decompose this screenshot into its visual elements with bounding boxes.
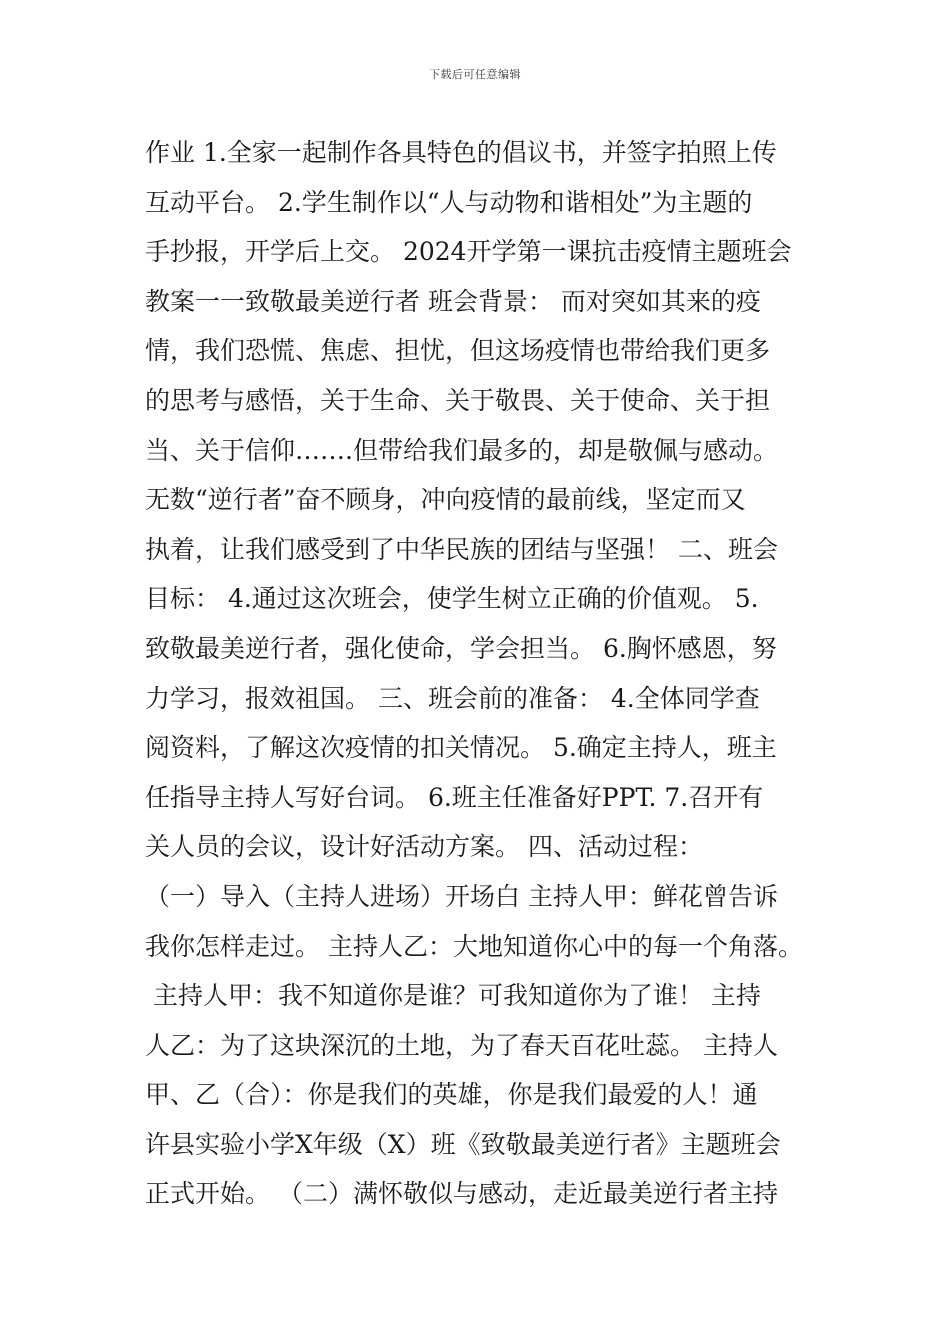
text-line: 作业 1.全家一起制作各具特色的倡议书，并签字拍照上传	[145, 138, 777, 167]
text-line: 执着，让我们感受到了中华民族的团结与坚强！ 二、班会	[145, 534, 778, 564]
text-line: 力学习，报效祖国。 三、班会前的准备： 4.全体同学查	[145, 683, 760, 713]
text-line: 关人员的会议，设计好活动方案。 四、活动过程：	[145, 832, 703, 862]
text-line: 教案一一致敬最美逆行者 班会背景： 而对突如其来的疫	[145, 286, 761, 316]
text-line: 任指导主持人写好台词。 6.班主任准备好PPT. 7.召开有	[145, 782, 764, 812]
text-line: （一）导入（主持人进场）开场白 主持人甲：鲜花曾告诉	[145, 881, 778, 911]
text-line: 的思考与感悟，关于生命、关于敬畏、关于使命、关于担	[145, 385, 771, 415]
text-line: 当、关于信仰…….但带给我们最多的，却是敬佩与感动。	[145, 435, 778, 465]
text-line: 手抄报，开学后上交。 2024开学第一课抗击疫情主题班会	[145, 237, 792, 267]
text-line: 目标： 4.通过这次班会，使学生树立正确的价值观。 5.	[145, 584, 759, 614]
text-line: 正式开始。 （二）满怀敬似与感动，走近最美逆行者主持	[145, 1179, 778, 1209]
text-line: 互动平台。 2.学生制作以“人与动物和谐相处”为主题的	[145, 187, 753, 217]
text-line: 我你怎样走过。 主持人乙：大地知道你心中的每一个角落。	[145, 931, 803, 961]
text-line: 甲、乙（合）：你是我们的英雄，你是我们最爱的人！通	[145, 1080, 758, 1110]
text-line: 人乙：为了这块深沉的土地，为了春天百花吐蕊。 主持人	[145, 1030, 778, 1060]
text-line: 许县实验小学X年级（X）班《致敬最美逆行者》主题班会	[145, 1129, 781, 1159]
document-body	[145, 128, 825, 1219]
text-line: 阅资料，了解这次疫情的扣关情况。 5.确定主持人，班主	[145, 733, 777, 763]
text-line: 致敬最美逆行者，强化使命，学会担当。 6.胸怀感恩，努	[145, 633, 777, 663]
text-line: 主持人甲：我不知道你是谁？可我知道你为了谁！ 主持	[145, 981, 761, 1011]
page-header: 下载后可任意编辑	[429, 68, 521, 81]
text-line: 情，我们恐慌、焦虑、担忧，但这场疫情也带给我们更多	[145, 336, 771, 366]
text-line: 无数“逆行者”奋不顾身，冲向疫情的最前线，坚定而又	[145, 485, 746, 515]
